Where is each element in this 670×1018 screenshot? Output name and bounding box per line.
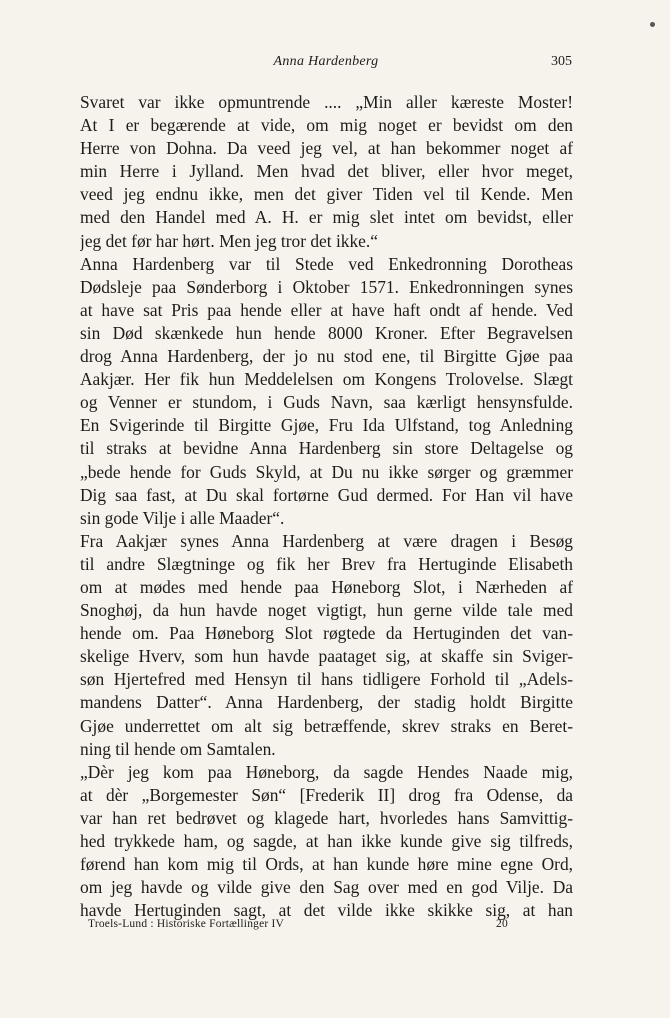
text-line: Dig saa fast, at Du skal fortørne Gud dermed. For Han vil have <box>80 484 573 505</box>
text-line: jeg det før har hørt. Men jeg tror det ikke.“ <box>80 230 378 251</box>
text-line: til andre Slægtninge og fik her Brev fra Hertuginde Elisabeth <box>80 553 573 574</box>
text-line: Herre von Dohna. Da veed jeg vel, at han bekommer noget af <box>80 138 573 159</box>
text-line: Anna Hardenberg var til Stede ved Enkedronning Dorotheas <box>80 253 573 274</box>
text-line: til straks at bevidne Anna Hardenberg sin store Deltagelse og <box>80 438 573 459</box>
page-number: 305 <box>551 54 572 69</box>
text-line: førend han kom mig til Ords, at han kunde høre mine egne Ord, <box>80 854 573 875</box>
text-line: Svaret var ikke opmuntrende .... „Min aller kæreste Moster! <box>80 92 573 112</box>
text-line: sin Død skænkede hun hende 8000 Kroner. Efter Begravelsen <box>80 322 573 343</box>
text-line: sin gode Vilje i alle Maader“. <box>80 507 285 528</box>
text-line: og Venner er stundom, i Guds Navn, saa kærligt hensynsfulde. <box>80 392 573 413</box>
text-line: søn Hjertefred med Hensyn til hans tidligere Forhold til „Adels- <box>80 669 573 690</box>
text-line: hed trykkede ham, og sagde, at han ikke kunde give sig tilfreds, <box>80 831 573 851</box>
text-line: min Herre i Jylland. Men hvad det bliver, eller hvor meget, <box>80 161 573 182</box>
running-title: Anna Hardenberg <box>273 54 379 69</box>
text-line: veed jeg endnu ikke, men det giver Tiden vel til Kende. Men <box>80 184 573 205</box>
page-speck-mark <box>650 22 655 27</box>
sheet-number: 20 <box>496 918 508 930</box>
page-footer <box>80 918 573 936</box>
text-line: En Svigerinde til Birgitte Gjøe, Fru Ida Ulfstand, tog Anledning <box>80 415 573 436</box>
text-line: havde Hertuginden sagt, at det vilde ikke skikke sig, at han <box>80 900 573 921</box>
text-line: om at mødes med hende paa Høneborg Slot, i Nærheden af <box>80 576 573 597</box>
text-line: om jeg havde og vilde give den Sag over med en god Vilje. Da <box>80 877 573 898</box>
text-line: drog Anna Hardenberg, der jo nu stod ene, til Birgitte Gjøe paa <box>80 346 573 367</box>
footer-signature: Troels-Lund : Historiske Fortællinger IV <box>88 918 285 930</box>
text-line: Aakjær. Her fik hun Meddelelsen om Kongens Trolovelse. Slægt <box>80 369 573 390</box>
text-line: mandens Datter“. Anna Hardenberg, der stadig holdt Birgitte <box>80 692 573 713</box>
text-line: at dèr „Borgemester Søn“ [Frederik II] drog fra Odense, da <box>80 784 573 805</box>
text-line: At I er begærende at vide, om mig noget er bevidst om den <box>80 115 573 136</box>
text-line: „Dèr jeg kom paa Høneborg, da sagde Hendes Naade mig, <box>80 761 573 782</box>
text-line: hende om. Paa Høneborg Slot røgtede da Hertuginden det van- <box>80 623 573 644</box>
text-line: ning til hende om Samtalen. <box>80 738 276 759</box>
text-line: Fra Aakjær synes Anna Hardenberg at være dragen i Besøg <box>80 530 573 551</box>
text-line: skelige Hverv, som hun havde paataget sig, at skaffe sin Sviger- <box>80 646 573 667</box>
page-header <box>80 54 572 76</box>
text-line: at have sat Pris paa hende eller at have haft ondt af hende. Ved <box>80 299 573 320</box>
text-line: Snoghøj, da hun havde noget vigtigt, hun gerne vilde tale med <box>80 600 573 621</box>
text-line: „bede hende for Guds Skyld, at Du nu ikke sørger og græmmer <box>80 461 573 482</box>
body-text <box>80 91 573 922</box>
text-line: var han ret bedrøvet og klagede hart, hvorledes hans Samvittig- <box>80 807 573 828</box>
text-line: Dødsleje paa Sønderborg i Oktober 1571. Enkedronningen synes <box>80 276 573 297</box>
text-line: Gjøe underrettet om alt sig betræffende, skrev straks en Beret- <box>80 715 573 736</box>
text-line: med den Handel med A. H. er mig slet intet om bevidst, eller <box>80 207 573 228</box>
